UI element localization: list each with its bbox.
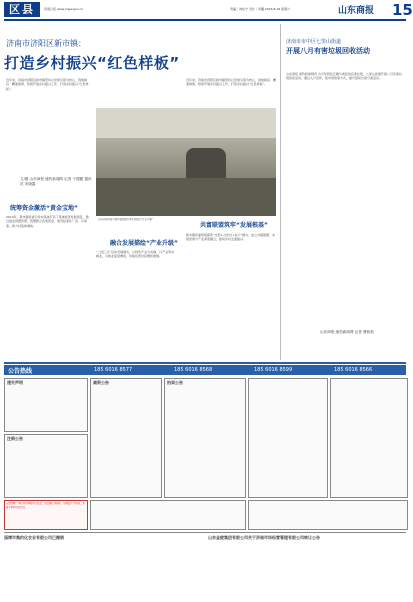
section-badge: 区县: [4, 2, 40, 17]
ad-phone-2: 185 6016 8568: [174, 367, 213, 373]
notice-block-8: [248, 500, 408, 530]
notice-block-3: [90, 378, 162, 498]
article-byline: 文/图 山东商报·速豹新闻网 记者 于德徽 通讯员 宋晓露: [20, 177, 92, 186]
page-number: 15: [392, 1, 413, 19]
notice-block-2: [4, 434, 88, 498]
notice-3-title: 减资公告: [93, 380, 109, 385]
column-divider: [280, 24, 281, 360]
article-para-3a: 近年来，济南市济阳区新市镇坚持以党建引领为核心，因地制宜、精准施策，积极开展乡村振兴工作，打造乡村振兴“红色样板”。: [186, 78, 277, 87]
article-para-2: “二园三片”区块发展模式，以特色产业为支撑，以产业带动就业，以就业促进增收，持续拓宽村民增收渠道。: [96, 250, 175, 259]
editor-info: 责编｜刘东宁 设计｜李璐 2023.8.19 星期六: [230, 7, 291, 11]
paper-name: 山东商报: [338, 6, 375, 16]
ad-phone-1: 185 6016 8577: [94, 367, 133, 373]
article-kicker: 济南市济阳区新市镇：: [6, 39, 86, 48]
side-text: 山东商报·速豹新闻网讯 为引导居民正确分类投放有害垃圾，七里山街道开展八月有害垃圾回收活动，通过入户宣传、集中回收等方式，提升居民垃圾分类意识。: [286, 72, 402, 81]
article-intro: 近年来，济南市济阳区新市镇坚持以党建引领为核心，因地制宜、精准施策，积极开展乡村振兴工作，打造乡村振兴“红色样板”。: [6, 78, 89, 91]
side-source: 济南市市中区七里山街道: [286, 39, 342, 45]
photo-caption: 济南济阳区新市镇开展党建引领乡村振兴“红色引擎”: [98, 218, 154, 221]
footer-notice-2: [208, 536, 406, 596]
reminder-box: [4, 500, 88, 530]
ad-phone-4: 185 6016 8566: [334, 367, 373, 373]
notice-2-title: 注销公告: [7, 436, 23, 441]
subhead-1: 统筹资金激活“黄金宝地”: [10, 205, 78, 212]
photo-sky: [96, 108, 276, 138]
notice-block-6: [330, 378, 408, 498]
footer-notice-2-title: 山东金陵集团有限公司关于济南市场经营管理有限公司转让公告: [208, 535, 320, 540]
subhead-3: 共富联盟筑牢“发展根基”: [200, 222, 268, 229]
notice-4-title: 拍卖公告: [167, 380, 183, 385]
reminder-text: 友情提醒：本栏目刊登的所有信息，读者需认真核实，如因此产生纠纷，本报不承担任何责任。: [6, 502, 85, 509]
article-headline: 打造乡村振兴“红色样板”: [4, 54, 180, 72]
notice-1-title: 遗失声明: [7, 380, 23, 385]
notice-block-7: [90, 500, 246, 530]
ad-title: 公告热线: [8, 368, 33, 375]
notice-block-1: [4, 378, 88, 432]
side-title: 开展八月有害垃圾回收活动: [286, 47, 370, 55]
header-rule: [4, 19, 406, 21]
footer-notice-1: [4, 536, 204, 596]
side-byline: 山东商报·速豹新闻网 记者 曹莉莉: [320, 330, 374, 334]
footer-rule: [4, 532, 406, 533]
ad-top-rule: [4, 362, 406, 364]
article-para-1: 2019年，新市镇党委引导村集体打造了集体经济发展项目，通过盘活闲置资源，统筹整合各类资金，建设标准化厂房、冷库等，助力村集体增收。: [6, 215, 89, 228]
site-info: 济南日报 www.jnsjw.gov.cn: [44, 7, 84, 11]
news-photo: [96, 108, 276, 216]
photo-field: [96, 178, 276, 216]
ad-phone-3: 185 6016 8599: [254, 367, 293, 373]
ad-header-bar: [4, 365, 406, 375]
article-para-3: 新市镇党委积极探索“支部+合作社+农户”模式，成立共富联盟，实现党建与产业深度融合，推动乡村全面振兴。: [186, 233, 276, 242]
footer-notice-1-title: 淄博市集约化农业有限公司已撤销: [4, 535, 64, 540]
notice-block-4: [164, 378, 246, 498]
subhead-2: 融合发展描绘“产业升级”: [110, 240, 178, 247]
notice-block-5: [248, 378, 328, 498]
